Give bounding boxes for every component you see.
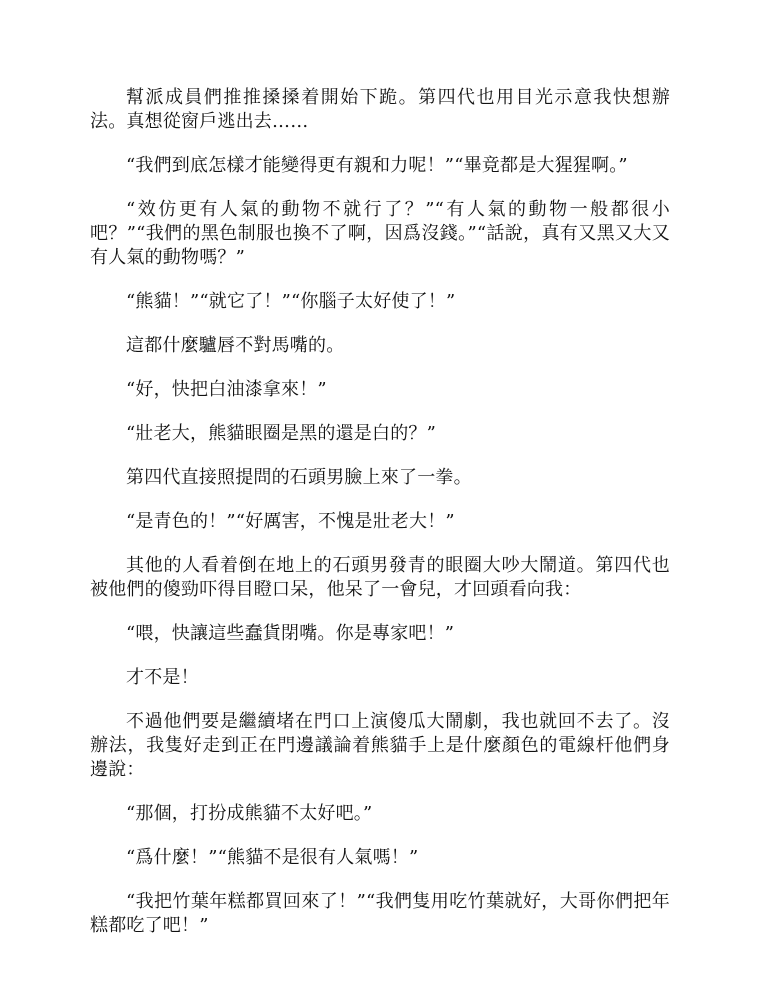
paragraph: “效仿更有人氣的動物不就行了？”“有人氣的動物一般都很小吧？”“我們的黑色制服也換不了啊，因爲沒錢。”“話說，真有又黑又大又有人氣的動物嗎？” xyxy=(90,199,670,268)
paragraph: “熊貓！”“就它了！”“你腦子太好使了！” xyxy=(126,291,456,312)
paragraph: “那個，打扮成熊貓不太好吧。” xyxy=(126,803,373,824)
paragraph: “我們到底怎樣才能變得更有親和力呢！”“畢竟都是大猩猩啊。” xyxy=(126,155,628,176)
paragraph: 才不是！ xyxy=(126,667,199,688)
paragraph: “爲什麼！”“熊貓不是很有人氣嗎！” xyxy=(126,847,419,868)
paragraph: 不過他們要是繼續堵在門口上演傻瓜大鬧劇，我也就回不去了。沒辦法，我隻好走到正在門邊議論着熊貓手上是什麼顏色的電線杆他們身邊說： xyxy=(90,711,670,780)
paragraph: “壯老大，熊貓眼圈是黑的還是白的？” xyxy=(126,423,437,444)
paragraph: “好，快把白油漆拿來！” xyxy=(126,379,327,400)
paragraph: 第四代直接照提問的石頭男臉上來了一拳。 xyxy=(126,467,472,488)
paragraph: “喂，快讓這些蠢貨閉嘴。你是專家吧！” xyxy=(126,623,455,644)
paragraph: “我把竹葉年糕都買回來了！”“我們隻用吃竹葉就好，大哥你們把年糕都吃了吧！” xyxy=(90,891,670,936)
paragraph: 幫派成員們推推搡搡着開始下跪。第四代也用目光示意我快想辦法。真想從窗戶逃出去…… xyxy=(90,87,670,132)
document-body xyxy=(90,86,670,958)
paragraph: 這都什麼驢唇不對馬嘴的。 xyxy=(126,335,345,356)
paragraph: “是青色的！”“好厲害，不愧是壯老大！” xyxy=(126,511,455,532)
paragraph: 其他的人看着倒在地上的石頭男發青的眼圈大吵大鬧道。第四代也被他們的傻勁吓得目瞪口呆，他呆了一會兒，才回頭看向我： xyxy=(90,555,670,600)
